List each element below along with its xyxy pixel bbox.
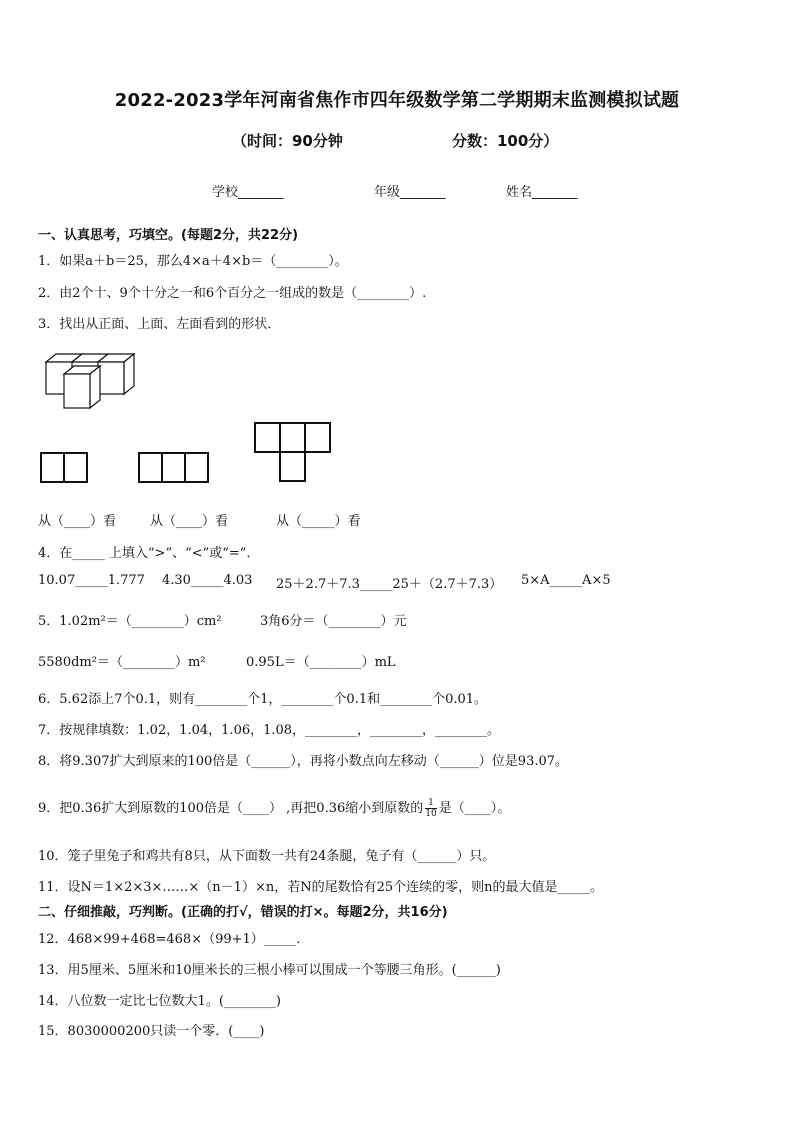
- question-5b: 3角6分＝（________）元: [260, 614, 407, 629]
- question-5a: 5．1.02m²＝（________）cm²: [38, 614, 222, 629]
- question-13: 13．用5厘米、5厘米和10厘米长的三根小棒可以围成一个等腰三角形。(______): [38, 963, 501, 978]
- cube-stack-figure: [44, 352, 144, 410]
- grade-field: 年级_______: [374, 185, 446, 200]
- question-7: 7．按规律填数：1.02，1.04，1.06，1.08，________，________，________。: [38, 723, 501, 738]
- q4-item-1: 10.07_____1.777: [38, 573, 145, 588]
- question-2: 2．由2个十、9个十分之一和6个百分之一组成的数是（________）.: [38, 286, 427, 301]
- section-1-heading: 一、认真思考，巧填空。(每题2分，共22分): [38, 228, 299, 243]
- exam-time: （时间：90分钟: [232, 132, 343, 150]
- section-2-heading: 二、仔细推敲，巧判断。(正确的打√，错误的打×。每题2分，共16分): [38, 905, 448, 920]
- view-shape-two-squares: [40, 452, 90, 484]
- question-9: [38, 797, 510, 819]
- question-4: 4．在_____ 上填入“>”、“<”或“=”．: [38, 546, 260, 561]
- question-10: 10．笼子里兔子和鸡共有8只，从下面数一共有24条腿，兔子有（______）只。: [38, 849, 496, 864]
- question-1: 1．如果a＋b＝25，那么4×a＋4×b＝（________）。: [38, 254, 348, 269]
- view-shape-t-shape: [254, 422, 332, 484]
- view-shape-three-squares: [138, 452, 212, 484]
- question-6: 6．5.62添上7个0.1，则有________个1，________个0.1和________个0.01。: [38, 692, 488, 707]
- view-answer-3: 从（_____）看: [276, 514, 361, 529]
- q4-item-3: 25＋2.7＋7.3_____25＋（2.7＋7.3）: [276, 577, 503, 592]
- view-answer-1: 从（____）看: [38, 514, 117, 529]
- q4-item-4: 5×A_____A×5: [521, 573, 611, 588]
- question-9-part-1: 9．把0.36扩大到原数的100倍是（____） ,再把0.36缩小到原数的: [38, 801, 424, 816]
- question-11: 11．设N＝1×2×3×……×（n－1）×n，若N的尾数恰有25个连续的零，则n的最大值是_____。: [38, 880, 603, 895]
- question-5c: 5580dm²＝（________）m²: [38, 655, 206, 670]
- school-field: 学校_______: [212, 185, 284, 200]
- fraction: [425, 798, 436, 819]
- q4-item-2: 4.30_____4.03: [162, 573, 253, 588]
- question-12: 12．468×99+468=468×（99+1）_____．: [38, 932, 310, 947]
- question-14: 14．八位数一定比七位数大1。(________): [38, 994, 281, 1009]
- question-9-part-2: 是（____）。: [438, 801, 511, 816]
- fraction-numerator: 1: [425, 798, 436, 809]
- question-5d: 0.95L＝（________）mL: [246, 655, 396, 670]
- name-field: 姓名_______: [506, 185, 578, 200]
- fraction-denominator: 10: [425, 809, 437, 819]
- question-15: 15．8030000200只读一个零．(____): [38, 1024, 265, 1039]
- exam-score: 分数：100分）: [452, 132, 559, 150]
- page-title: 2022-2023学年河南省焦作市四年级数学第二学期期末监测模拟试题: [114, 90, 680, 111]
- view-answer-2: 从（____）看: [150, 514, 229, 529]
- question-3: 3．找出从正面、上面、左面看到的形状．: [38, 317, 281, 332]
- question-8: 8．将9.307扩大到原来的100倍是（______），再将小数点向左移动（______）位是93.07。: [38, 754, 569, 769]
